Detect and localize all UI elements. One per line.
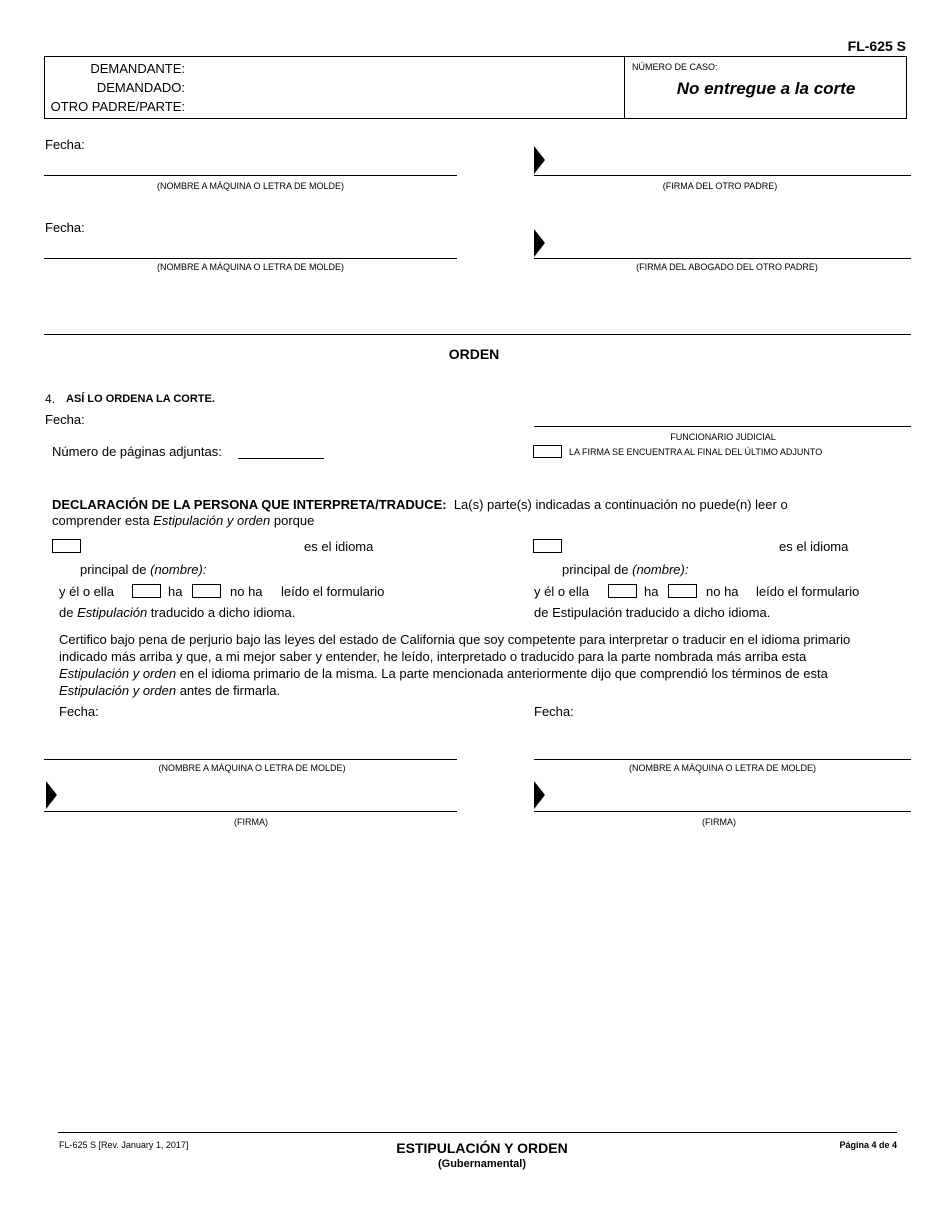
otro-padre-signature-line[interactable] <box>534 175 911 176</box>
demandado-label: DEMANDADO: <box>96 80 185 95</box>
order-fecha-label: Fecha: <box>45 412 85 427</box>
interp-name-caption-right: (NOMBRE A MÁQUINA O LETRA DE MOLDE) <box>628 763 817 773</box>
intro2-b: porque <box>270 513 315 528</box>
signature-arrow-icon <box>534 146 545 174</box>
ha-checkbox-right[interactable] <box>608 584 637 598</box>
y-el-o-ella-right: y él o ella <box>534 584 589 599</box>
interp-signature-line-left[interactable] <box>44 811 457 812</box>
intro2-italic: Estipulación y orden <box>153 513 271 528</box>
fecha-label-1: Fecha: <box>45 137 85 152</box>
language-input-right[interactable] <box>533 539 562 553</box>
ha-checkbox-left[interactable] <box>132 584 161 598</box>
nombre-italic: (nombre): <box>632 562 689 577</box>
interp-signature-caption-left: (FIRMA) <box>234 817 268 827</box>
principal-de-text: principal de <box>562 562 633 577</box>
y-el-o-ella-left: y él o ella <box>59 584 114 599</box>
demandante-label: DEMANDANTE: <box>90 61 185 76</box>
principal-de-text: principal de <box>80 562 151 577</box>
no-ha-checkbox-right[interactable] <box>668 584 697 598</box>
cert-line-3-italic: Estipulación y orden <box>59 666 177 681</box>
cert-line-4-italic: Estipulación y orden <box>59 683 177 698</box>
cert-line-1: Certifico bajo pena de perjurio bajo las leyes del estado de California que soy competente para interpretar o traducir en el idioma primario <box>59 632 851 647</box>
interpreter-intro-text: La(s) parte(s) indicadas a continuación no puede(n) leer o <box>453 497 788 512</box>
no-ha-checkbox-left[interactable] <box>192 584 221 598</box>
item-number: 4. <box>45 392 56 406</box>
interp-signature-caption-right: (FIRMA) <box>702 817 736 827</box>
abogado-signature-line[interactable] <box>534 258 911 259</box>
so-ordered: ASÍ LO ORDENA LA CORTE. <box>66 393 215 405</box>
order-heading: ORDEN <box>448 346 500 362</box>
interp-name-caption-left: (NOMBRE A MÁQUINA O LETRA DE MOLDE) <box>158 763 346 773</box>
cert-line-2: indicado más arriba y que, a mi mejor saber y entender, he leído, interpretado o traducido para la parte nombrada más arriba esta <box>59 649 807 664</box>
footer-divider <box>58 1132 897 1133</box>
traducido-left <box>59 605 295 621</box>
interp-name-line-right[interactable] <box>534 759 911 760</box>
traducido-right: de Estipulación traducido a dicho idioma. <box>534 605 771 620</box>
principal-de-right <box>562 562 688 578</box>
footer-title: ESTIPULACIÓN Y ORDEN <box>396 1140 568 1156</box>
es-el-idioma-left: es el idioma <box>304 539 374 554</box>
nombre-italic: (nombre): <box>150 562 207 577</box>
cert-line-4-rest: antes de firmarla. <box>176 683 281 698</box>
no-ha-label-right: no ha <box>706 584 739 599</box>
case-number-label: NÚMERO DE CASO: <box>632 62 718 72</box>
footer-rev: FL-625 S [Rev. January 1, 2017] <box>59 1140 189 1150</box>
cert-line-3-rest: en el idioma primario de la misma. La parte mencionada anteriormente dijo que comprendió los términos de esta <box>176 666 828 681</box>
otro-padre-signature-caption: (FIRMA DEL OTRO PADRE) <box>662 181 778 191</box>
interpreter-intro <box>52 497 788 513</box>
no-ha-label-left: no ha <box>230 584 263 599</box>
cert-line-3 <box>59 665 919 682</box>
abogado-signature-caption: (FIRMA DEL ABOGADO DEL OTRO PADRE) <box>636 262 818 272</box>
es-el-idioma-right: es el idioma <box>779 539 849 554</box>
case-number-note: No entregue a la corte <box>676 79 856 98</box>
name-caption-2: (NOMBRE A MÁQUINA O LETRA DE MOLDE) <box>156 262 345 272</box>
order-divider <box>44 334 911 335</box>
cert-line-4 <box>59 682 919 699</box>
interp-fecha-right: Fecha: <box>534 704 574 719</box>
interpreter-intro-line2 <box>52 513 314 529</box>
leido-label-right: leído el formulario <box>756 584 860 599</box>
interpreter-heading: DECLARACIÓN DE LA PERSONA QUE INTERPRETA/TRADUCE: <box>52 497 447 512</box>
de-text: de <box>59 605 78 620</box>
language-input-left[interactable] <box>52 539 81 553</box>
footer-page: Página 4 de 4 <box>839 1140 897 1150</box>
ha-label-left: ha <box>168 584 183 599</box>
form-id: FL-625 S <box>847 38 906 54</box>
pages-attached-input[interactable] <box>238 458 324 459</box>
footer-subtitle: (Gubernamental) <box>437 1158 526 1170</box>
caption-box <box>44 56 907 119</box>
interp-signature-line-right[interactable] <box>534 811 911 812</box>
intro2-a: comprender esta <box>52 513 154 528</box>
pages-attached-label: Número de páginas adjuntas: <box>52 444 222 459</box>
interp-name-line-left[interactable] <box>44 759 457 760</box>
interp-fecha-left: Fecha: <box>59 704 99 719</box>
signature-arrow-icon <box>46 781 57 809</box>
judicial-officer-caption: FUNCIONARIO JUDICIAL <box>670 432 776 442</box>
name-line-2[interactable] <box>44 258 457 259</box>
name-caption-1: (NOMBRE A MÁQUINA O LETRA DE MOLDE) <box>156 181 345 191</box>
certification-paragraph <box>59 631 919 699</box>
leido-label-left: leído el formulario <box>281 584 385 599</box>
principal-de-left <box>80 562 206 578</box>
name-line-1[interactable] <box>44 175 457 176</box>
signature-follows-checkbox[interactable] <box>533 445 562 458</box>
otro-padre-label: OTRO PADRE/PARTE: <box>50 99 185 114</box>
signature-arrow-icon <box>534 229 545 257</box>
estipulacion-italic: Estipulación <box>77 605 148 620</box>
signature-follows-label: LA FIRMA SE ENCUENTRA AL FINAL DEL ÚLTIMO ADJUNTO <box>569 447 823 457</box>
fecha-label-2: Fecha: <box>45 220 85 235</box>
ha-label-right: ha <box>644 584 659 599</box>
judicial-officer-line[interactable] <box>534 426 911 427</box>
traducido-text: traducido a dicho idioma. <box>147 605 296 620</box>
signature-arrow-icon <box>534 781 545 809</box>
